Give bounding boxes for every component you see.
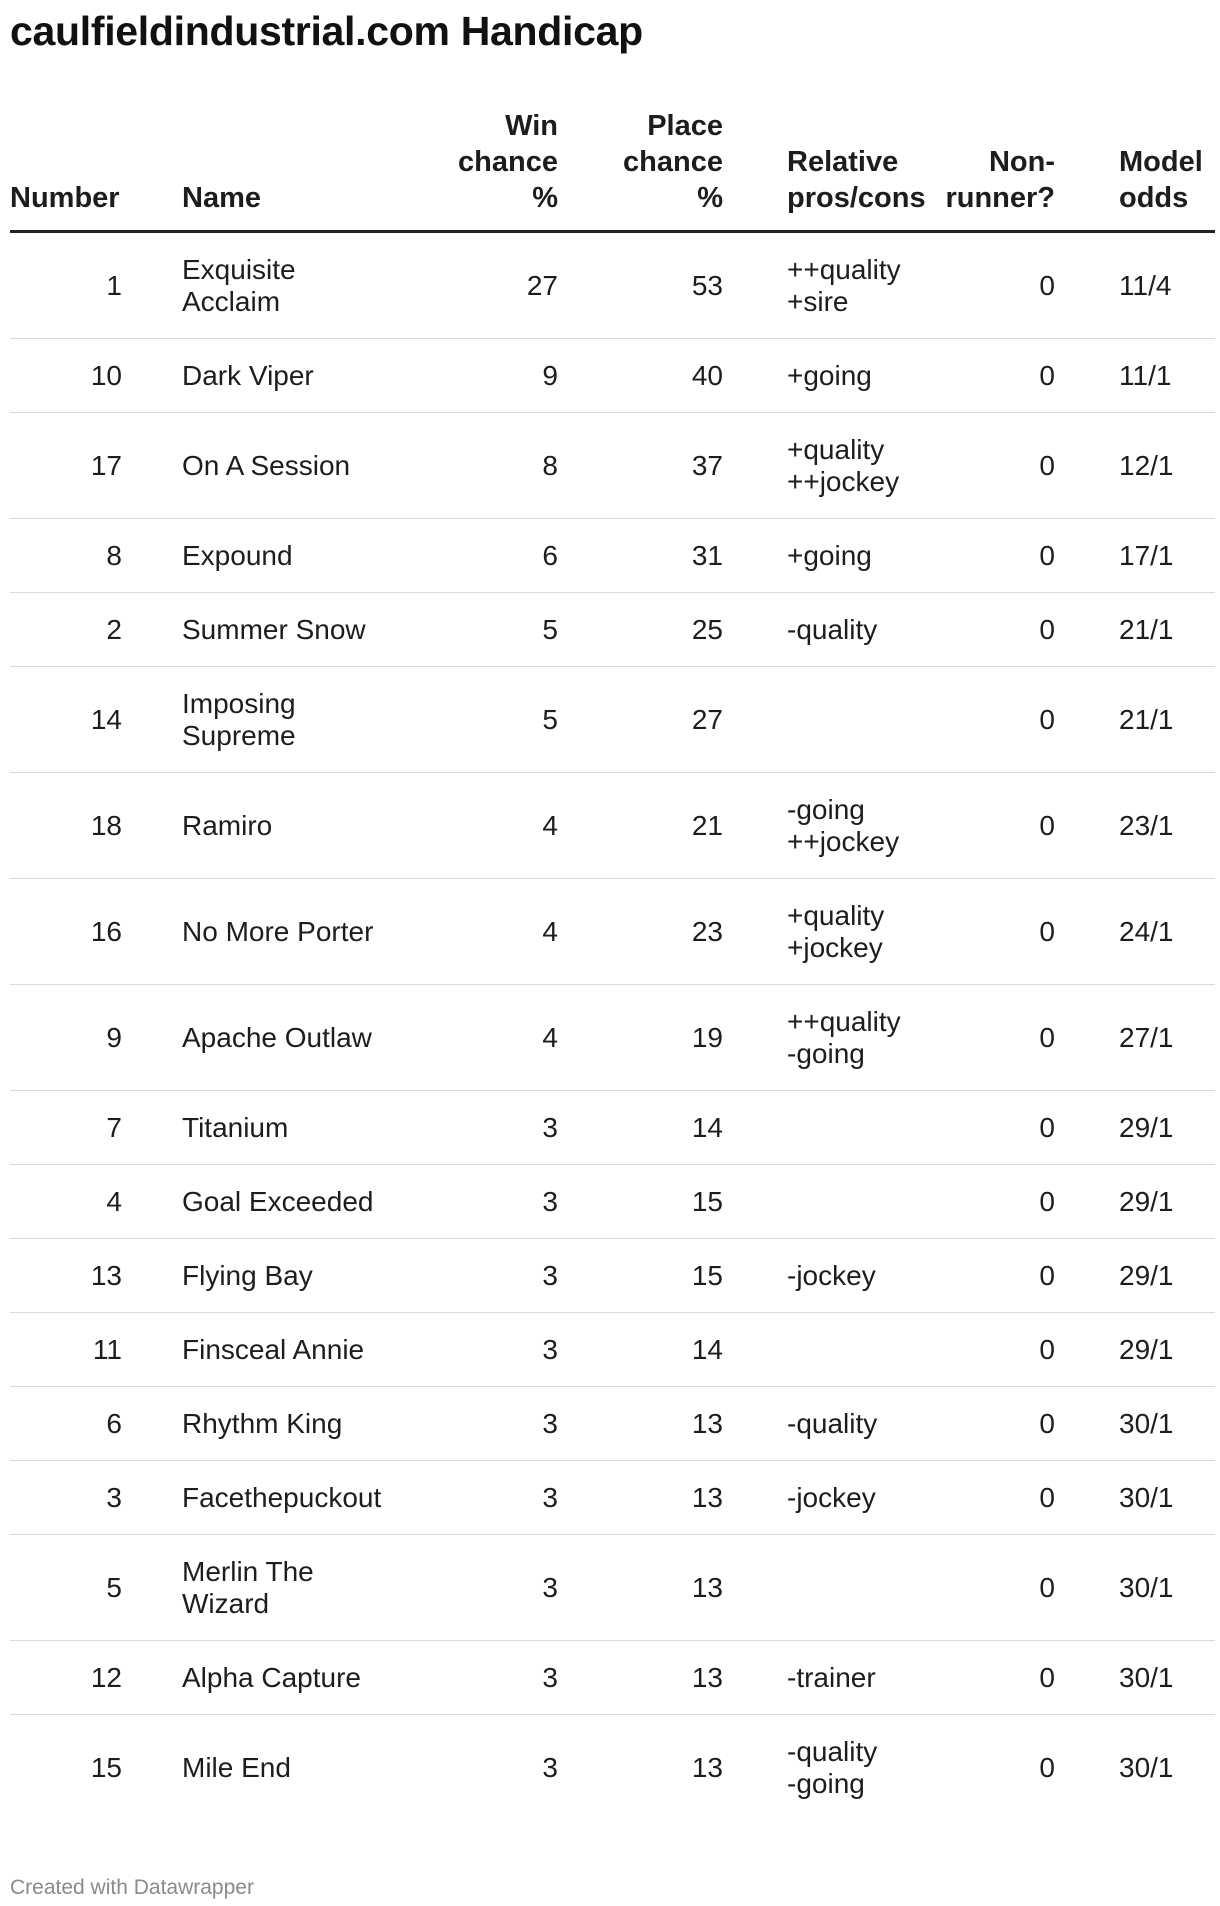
cell-number: 8	[10, 519, 182, 593]
cell-win-chance: 3	[438, 1535, 558, 1641]
cell-name: Facethepuckout	[182, 1461, 438, 1535]
cell-relative	[723, 1091, 913, 1165]
cell-win-chance: 6	[438, 519, 558, 593]
cell-win-chance: 4	[438, 879, 558, 985]
footer-credit: Created with Datawrapper	[10, 1876, 254, 1899]
cell-place-chance: 25	[558, 593, 723, 667]
cell-place-chance: 13	[558, 1535, 723, 1641]
cell-non-runner: 0	[913, 413, 1055, 519]
cell-place-chance: 15	[558, 1165, 723, 1239]
table-row	[10, 879, 1215, 985]
data-table	[10, 108, 1215, 1820]
cell-name: Mile End	[182, 1751, 291, 1783]
cell-non-runner: 0	[913, 232, 1055, 339]
cell-number: 7	[10, 1091, 182, 1165]
cell-name: Titanium	[182, 1091, 438, 1165]
cell-number: 13	[10, 1239, 182, 1313]
cell-place-chance: 14	[558, 1313, 723, 1387]
cell-non-runner: 0	[1039, 1751, 1055, 1783]
header-row	[10, 108, 1215, 232]
cell-model-odds: 12/1	[1055, 413, 1215, 519]
cell-win-chance: 3	[438, 1387, 558, 1461]
cell-win-chance: 3	[438, 1641, 558, 1715]
cell-place-chance: 13	[558, 1387, 723, 1461]
cell-number: 14	[10, 667, 182, 773]
cell-non-runner: 0	[913, 1461, 1055, 1535]
table-row	[10, 985, 1215, 1091]
cell-win-chance: 3	[438, 1313, 558, 1387]
table-row	[10, 413, 1215, 519]
cell-place-chance: 14	[558, 1091, 723, 1165]
cell-model-odds: 29/1	[1055, 1239, 1215, 1313]
cell-name: Apache Outlaw	[182, 985, 438, 1091]
cell-non-runner: 0	[913, 1641, 1055, 1715]
cell-relative: -quality	[723, 593, 913, 667]
table-row	[10, 1091, 1215, 1165]
cell-number: 10	[10, 339, 182, 413]
cell-win-chance: 27	[438, 232, 558, 339]
cell-relative: ++quality -going	[723, 985, 913, 1091]
cell-relative: +quality ++jockey	[723, 413, 913, 519]
table-row	[10, 593, 1215, 667]
table-row	[10, 1535, 1215, 1641]
cell-relative: ++quality +sire	[723, 232, 913, 339]
cell-non-runner: 0	[913, 1165, 1055, 1239]
cell-place-chance: 19	[558, 985, 723, 1091]
cell-non-runner: 0	[913, 1535, 1055, 1641]
cell-model-odds: 21/1	[1055, 593, 1215, 667]
cell-win-chance: 4	[438, 773, 558, 879]
table-row	[10, 1641, 1215, 1715]
cell-name: Imposing Supreme	[182, 667, 438, 773]
cell-name: Goal Exceeded	[182, 1165, 438, 1239]
cell-place-chance: 37	[558, 413, 723, 519]
cell-win-chance: 5	[438, 593, 558, 667]
cell-win-chance: 3	[438, 1239, 558, 1313]
cell-model-odds: 30/1	[1055, 1387, 1215, 1461]
cell-relative: -quality	[723, 1387, 913, 1461]
cell-non-runner: 0	[913, 1239, 1055, 1313]
cell-place-chance: 21	[558, 773, 723, 879]
cell-win-chance: 9	[438, 339, 558, 413]
cell-name: Flying Bay	[182, 1239, 438, 1313]
cell-place-chance: 13	[691, 1751, 723, 1783]
cell-non-runner: 0	[913, 519, 1055, 593]
cell-model-odds: 24/1	[1055, 879, 1215, 985]
cell-number: 16	[10, 879, 182, 985]
cell-relative: -jockey	[723, 1461, 913, 1535]
cell-number: 2	[10, 593, 182, 667]
table-row	[10, 667, 1215, 773]
cell-number: 1	[10, 232, 182, 339]
cell-name: Rhythm King	[182, 1387, 438, 1461]
cell-number: 12	[10, 1641, 182, 1715]
table-row	[10, 232, 1215, 339]
cell-model-odds: 11/4	[1055, 232, 1215, 339]
cell-number: 5	[10, 1535, 182, 1641]
cell-model-odds: 29/1	[1055, 1165, 1215, 1239]
cell-non-runner: 0	[913, 879, 1055, 985]
table-row	[10, 339, 1215, 413]
cell-win-chance: 3	[438, 1165, 558, 1239]
cell-relative	[723, 1313, 913, 1387]
column-header-model-odds[interactable]: Model odds	[1055, 108, 1215, 232]
table-row	[10, 519, 1215, 593]
cell-number: 18	[10, 773, 182, 879]
table-row	[10, 1165, 1215, 1239]
table-body	[10, 232, 1215, 1821]
cell-name: Summer Snow	[182, 593, 438, 667]
cell-model-odds: 27/1	[1055, 985, 1215, 1091]
cell-model-odds: 23/1	[1055, 773, 1215, 879]
cell-model-odds: 30/1	[1055, 1535, 1215, 1641]
cell-place-chance: 53	[558, 232, 723, 339]
table-row	[10, 1461, 1215, 1535]
cell-non-runner: 0	[913, 593, 1055, 667]
table-row	[10, 773, 1215, 879]
cell-relative: +going	[723, 519, 913, 593]
cell-place-chance: 13	[558, 1461, 723, 1535]
cell-model-odds: 17/1	[1055, 519, 1215, 593]
cell-number: 17	[10, 413, 182, 519]
cell-relative: -jockey	[723, 1239, 913, 1313]
cell-name: Ramiro	[182, 773, 438, 879]
cell-name: Dark Viper	[182, 339, 438, 413]
cell-win-chance: 3	[438, 1461, 558, 1535]
cell-relative: +quality +jockey	[723, 879, 913, 985]
cell-relative	[723, 1535, 913, 1641]
column-header-non-runner[interactable]: Non- runner?	[913, 108, 1055, 232]
cell-place-chance: 13	[558, 1641, 723, 1715]
cell-win-chance: 8	[438, 413, 558, 519]
cell-non-runner: 0	[913, 1091, 1055, 1165]
cell-name: Expound	[182, 519, 438, 593]
cell-model-odds: 21/1	[1055, 667, 1215, 773]
cell-model-odds: 30/1	[1119, 1751, 1174, 1783]
cell-place-chance: 23	[558, 879, 723, 985]
cell-name: Merlin The Wizard	[182, 1535, 438, 1641]
cell-win-chance: 4	[438, 985, 558, 1091]
cell-non-runner: 0	[913, 339, 1055, 413]
cell-win-chance: 3	[438, 1091, 558, 1165]
cell-number: 6	[10, 1387, 182, 1461]
cell-non-runner: 0	[913, 667, 1055, 773]
column-header-number[interactable]: Number	[10, 108, 182, 232]
table-row	[10, 1387, 1215, 1461]
cell-relative	[723, 1165, 913, 1239]
cell-place-chance: 15	[558, 1239, 723, 1313]
cell-relative: -trainer	[723, 1641, 913, 1715]
cell-name: On A Session	[182, 413, 438, 519]
cell-non-runner: 0	[913, 773, 1055, 879]
cell-model-odds: 29/1	[1055, 1091, 1215, 1165]
cell-model-odds: 29/1	[1055, 1313, 1215, 1387]
table-row	[10, 1313, 1215, 1387]
cell-relative: -quality -going	[787, 1735, 878, 1799]
cell-model-odds: 11/1	[1055, 339, 1215, 413]
table-row	[10, 1239, 1215, 1313]
chart-title: caulfieldindustrial.com Handicap	[10, 8, 643, 54]
cell-relative: -going ++jockey	[723, 773, 913, 879]
cell-place-chance: 27	[558, 667, 723, 773]
cell-name: Exquisite Acclaim	[182, 232, 438, 339]
cell-number: 15	[90, 1751, 122, 1783]
cell-relative	[723, 667, 913, 773]
cell-win-chance: 5	[438, 667, 558, 773]
cell-name: Alpha Capture	[182, 1641, 438, 1715]
cell-non-runner: 0	[913, 985, 1055, 1091]
cell-number: 4	[10, 1165, 182, 1239]
cell-model-odds: 30/1	[1055, 1461, 1215, 1535]
column-header-win-chance[interactable]: Win chance %	[438, 108, 558, 232]
cell-place-chance: 40	[558, 339, 723, 413]
cell-number: 3	[10, 1461, 182, 1535]
table-row	[10, 1715, 1215, 1821]
cell-model-odds: 30/1	[1055, 1641, 1215, 1715]
cell-non-runner: 0	[913, 1387, 1055, 1461]
table-container	[10, 108, 1215, 1820]
cell-win-chance: 3	[542, 1751, 558, 1783]
cell-name: Finsceal Annie	[182, 1313, 438, 1387]
table-header	[10, 108, 1215, 232]
column-header-relative[interactable]: Relative pros/cons	[723, 108, 913, 232]
cell-non-runner: 0	[913, 1313, 1055, 1387]
cell-name: No More Porter	[182, 879, 438, 985]
cell-number: 9	[10, 985, 182, 1091]
cell-relative: +going	[723, 339, 913, 413]
column-header-place-chance[interactable]: Place chance %	[558, 108, 723, 232]
cell-number: 11	[10, 1313, 182, 1387]
cell-place-chance: 31	[558, 519, 723, 593]
column-header-name[interactable]: Name	[182, 108, 438, 232]
